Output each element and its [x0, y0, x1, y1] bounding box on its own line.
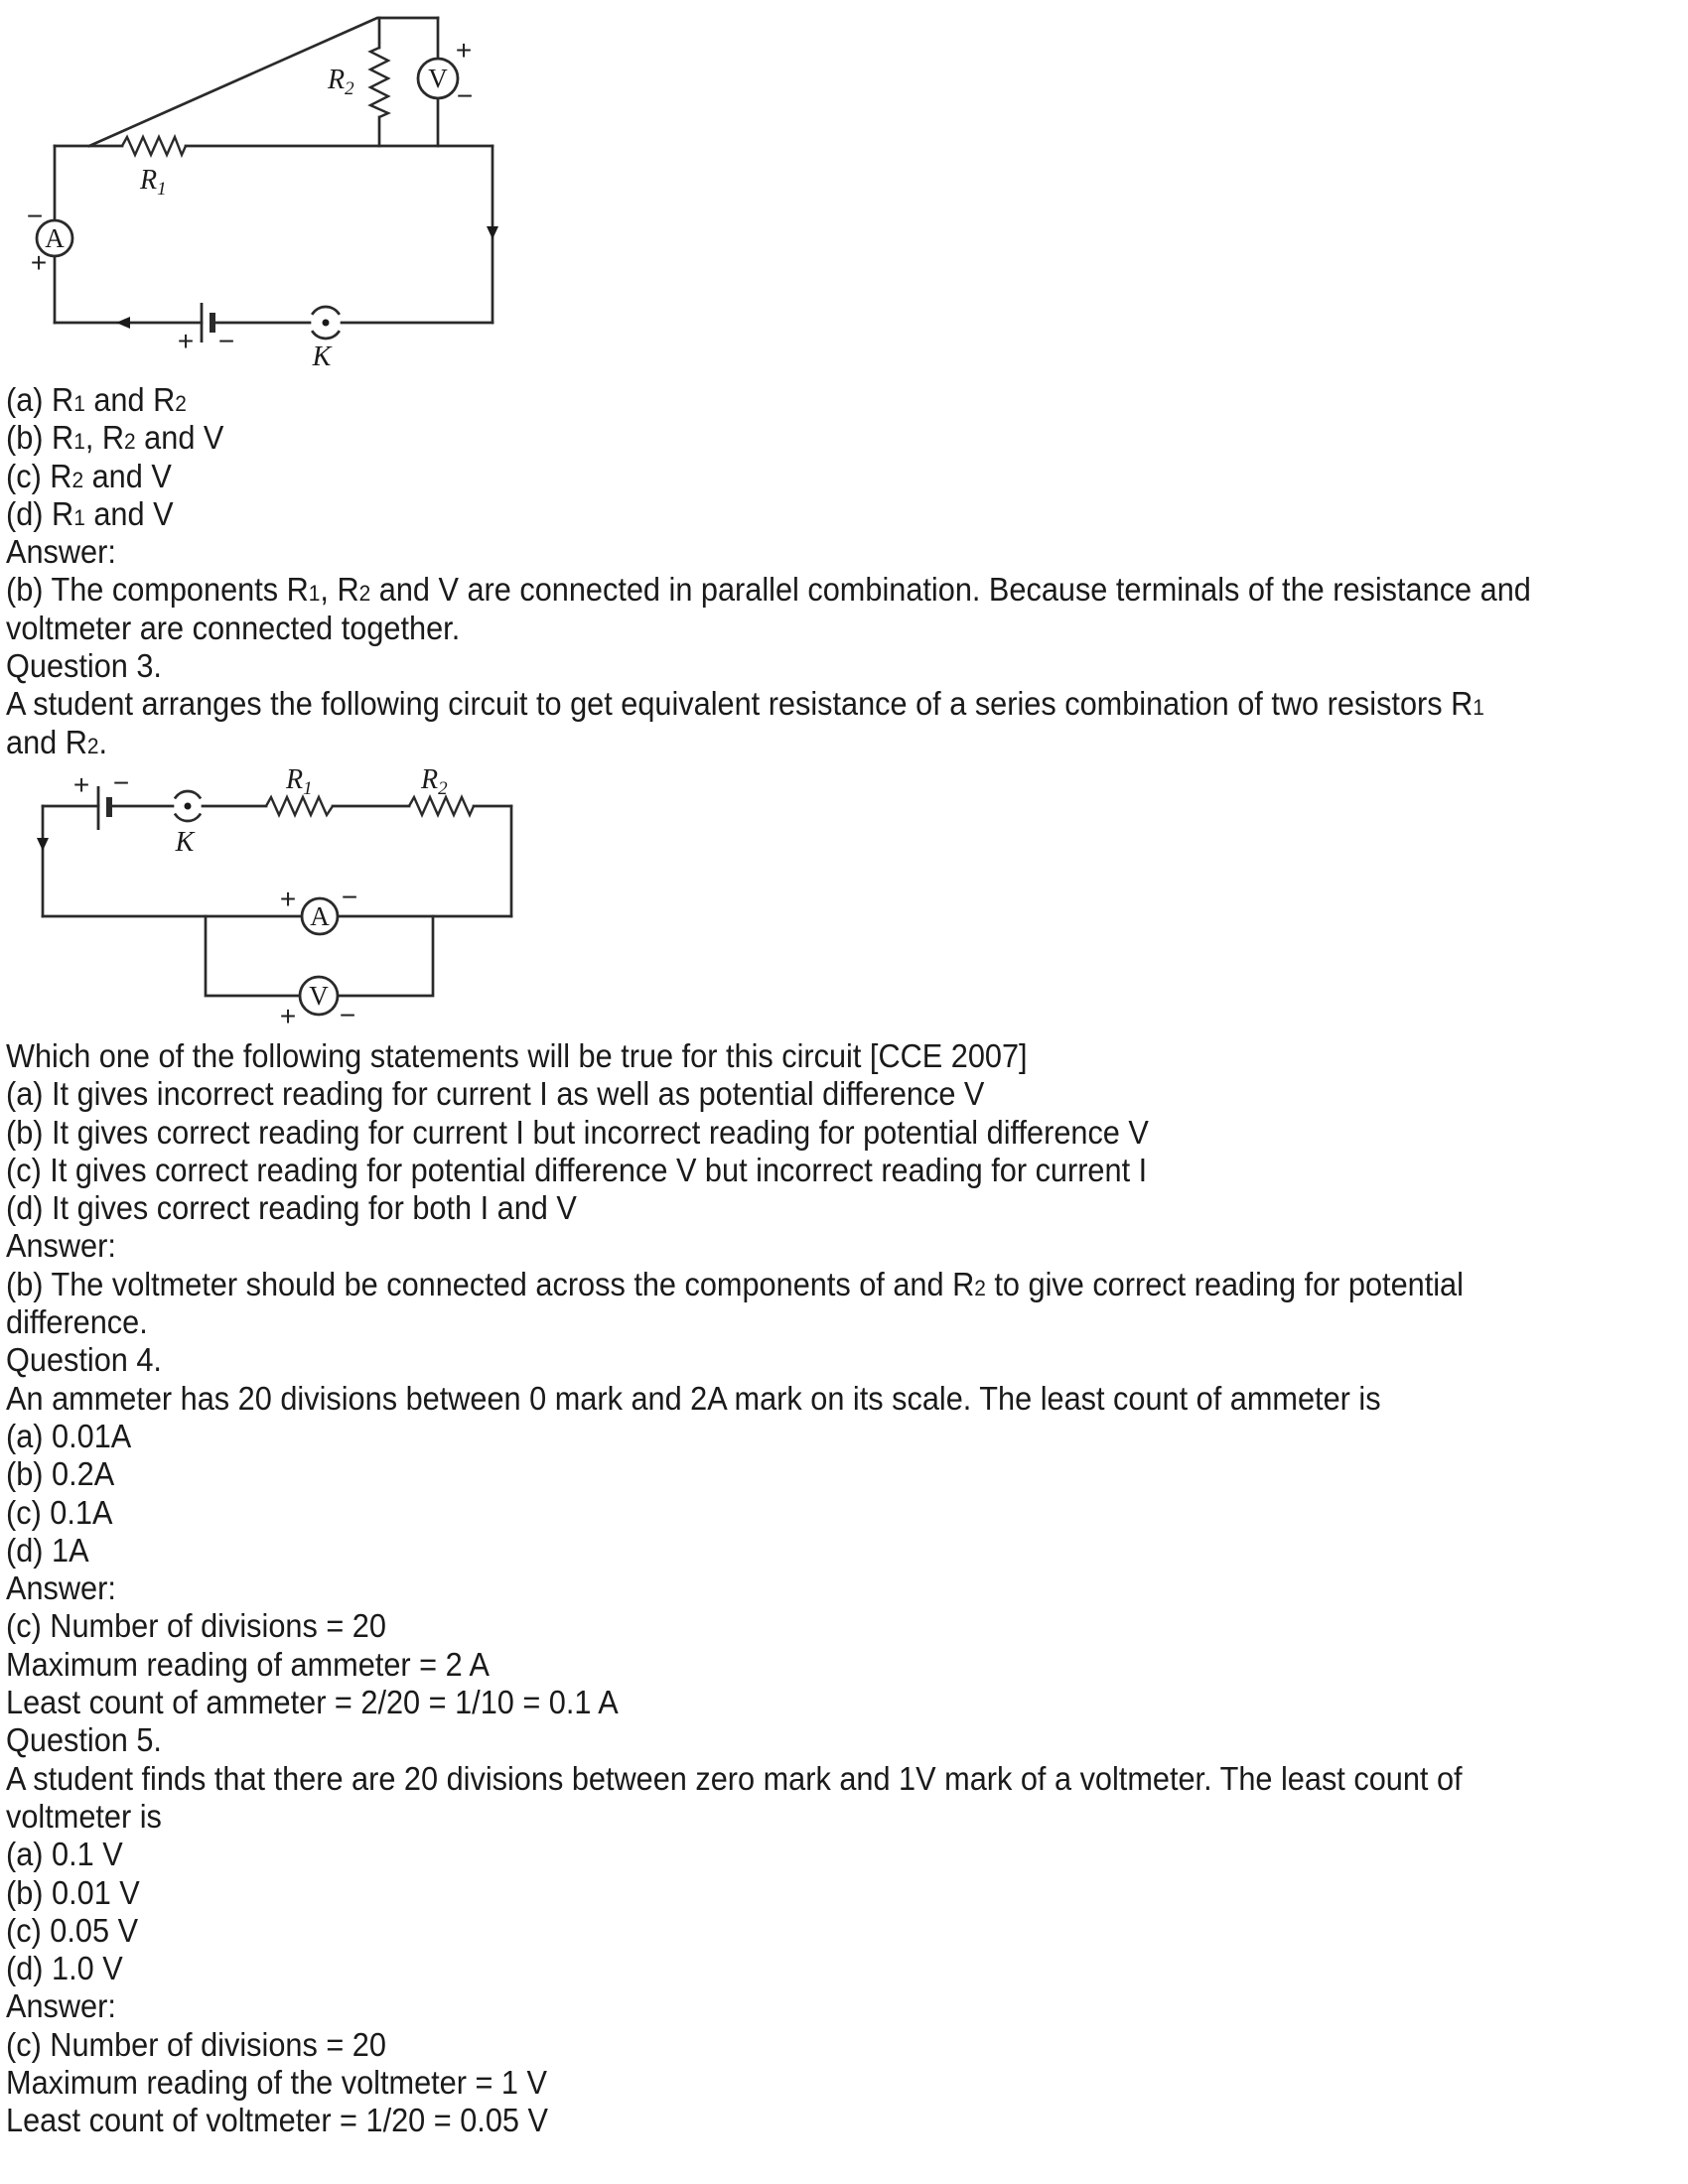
text-line: voltmeter is [6, 1797, 162, 1835]
parallel-branch-top-wire [89, 18, 438, 146]
text-line: (b) It gives correct reading for current I but incorrect reading for potential difference V [6, 1113, 1149, 1151]
voltmeter-label: V [428, 64, 448, 93]
text-line: (c) 0.1A [6, 1493, 113, 1531]
subscript-text: 1 [73, 391, 85, 416]
resistor-r1-label: $R_1$ [140, 165, 167, 200]
text-line: Maximum reading of the voltmeter = 1 V [6, 2064, 547, 2102]
key-label: K [175, 827, 195, 858]
ammeter-plus-sign: + [279, 884, 297, 914]
qa-text-block-2 [6, 1037, 1464, 2140]
battery [73, 767, 129, 830]
subscript-text: 1 [73, 504, 85, 530]
battery-minus-sign: − [217, 326, 235, 356]
battery-minus-sign: − [112, 767, 130, 798]
text-line: Answer: [6, 1987, 116, 2025]
subscript-text: 2 [358, 581, 371, 607]
text-line: (a) 0.01A [6, 1417, 132, 1454]
text-line: Question 5. [6, 1721, 162, 1759]
voltmeter-minus-sign: − [456, 80, 474, 111]
current-arrows [37, 838, 49, 851]
ammeter [27, 201, 72, 278]
voltmeter [418, 35, 473, 111]
text-line: (b) R1, R2 and V [6, 419, 224, 457]
text-line: Least count of voltmeter = 1/20 = 0.05 V [6, 2102, 548, 2139]
text-line: Which one of the following statements will be true for this circuit [CCE 2007] [6, 1037, 1028, 1074]
battery-plus-sign: + [177, 326, 195, 356]
subscript-text: 2 [175, 391, 187, 416]
text-line: (c) 0.05 V [6, 1911, 139, 1949]
text-line: (d) It gives correct reading for both I and V [6, 1189, 577, 1227]
voltmeter [280, 977, 355, 1031]
main-loop-wires [43, 806, 511, 996]
ammeter-minus-sign: − [26, 201, 44, 231]
resistor-r2 [409, 797, 474, 815]
resistor-r1 [266, 797, 333, 815]
battery-plus-sign: + [72, 769, 90, 800]
subscript-text: 2 [86, 733, 99, 758]
voltmeter-label: V [309, 981, 329, 1011]
current-arrow-left [116, 317, 130, 329]
voltmeter-plus-sign: + [455, 35, 473, 66]
voltmeter-minus-sign: − [339, 1000, 356, 1030]
qa-text-block-1 [6, 381, 1531, 761]
text-line: Answer: [6, 1570, 116, 1607]
ammeter-label: A [310, 901, 330, 931]
ammeter-label: A [45, 223, 65, 253]
text-line: voltmeter are connected together. [6, 609, 461, 646]
text-line: (c) R2 and V [6, 457, 172, 494]
current-arrows [116, 226, 498, 329]
ammeter-minus-sign: − [341, 882, 358, 912]
ammeter [280, 882, 357, 934]
text-line: (b) The voltmeter should be connected across the components of and R2 to give correct reading for potential [6, 1265, 1464, 1302]
text-line: (c) It gives correct reading for potential difference V but incorrect reading for current I [6, 1151, 1148, 1188]
subscript-text: 1 [1473, 695, 1484, 721]
key-label: K [312, 341, 332, 372]
text-line: Question 4. [6, 1341, 162, 1379]
key-switch [175, 791, 201, 858]
resistor-r2-label: $R_2$ [421, 764, 448, 799]
text-line: Maximum reading of ammeter = 2 A [6, 1645, 490, 1683]
key-switch [312, 307, 339, 372]
key-dot [323, 320, 330, 327]
text-line: difference. [6, 1303, 148, 1341]
text-line: (a) 0.1 V [6, 1836, 123, 1873]
text-line: Answer: [6, 533, 116, 571]
key-dot [185, 803, 192, 810]
text-line: (c) Number of divisions = 20 [6, 1607, 386, 1645]
text-line: (a) R1 and R2 [6, 381, 187, 418]
text-line: (c) Number of divisions = 20 [6, 2025, 386, 2063]
voltmeter-plus-sign: + [279, 1001, 297, 1031]
subscript-text: 2 [124, 429, 136, 455]
text-line: Answer: [6, 1227, 116, 1265]
circuit-diagram-series [0, 752, 556, 1042]
text-line: A student finds that there are 20 divisions between zero mark and 1V mark of a voltmeter. The least count of [6, 1759, 1463, 1797]
battery [178, 303, 234, 356]
resistor-r2-label: $R_2$ [328, 65, 354, 99]
ammeter-plus-sign: + [30, 247, 48, 278]
text-line: and R2. [6, 723, 108, 760]
text-line: (d) 1.0 V [6, 1950, 123, 1987]
text-line: (b) 0.01 V [6, 1873, 140, 1911]
text-line: (d) 1A [6, 1531, 89, 1569]
text-line: (a) It gives incorrect reading for current I as well as potential difference V [6, 1075, 985, 1113]
resistor-r2 [370, 48, 388, 117]
text-line: (b) The components R1, R2 and V are connected in parallel combination. Because terminals of the resistance and [6, 571, 1531, 609]
text-line: (d) R1 and V [6, 494, 174, 532]
resistor-r1 [122, 137, 186, 155]
subscript-text: 1 [73, 429, 85, 455]
text-line: An ammeter has 20 divisions between 0 mark and 2A mark on its scale. The least count of ammeter is [6, 1379, 1381, 1417]
resistor-r1-label: $R_1$ [286, 764, 313, 799]
circuit-diagram-parallel [0, 0, 556, 375]
text-line: (b) 0.2A [6, 1455, 115, 1493]
subscript-text: 2 [974, 1275, 986, 1300]
text-line: Question 3. [6, 647, 162, 685]
current-arrow-down [37, 838, 49, 851]
current-arrow-down [487, 226, 498, 239]
text-line: Least count of ammeter = 2/20 = 1/10 = 0.1 A [6, 1684, 619, 1721]
subscript-text: 1 [308, 581, 321, 607]
subscript-text: 2 [71, 467, 84, 492]
text-line: A student arranges the following circuit to get equivalent resistance of a series combination of two resistors R1 [6, 685, 1484, 723]
